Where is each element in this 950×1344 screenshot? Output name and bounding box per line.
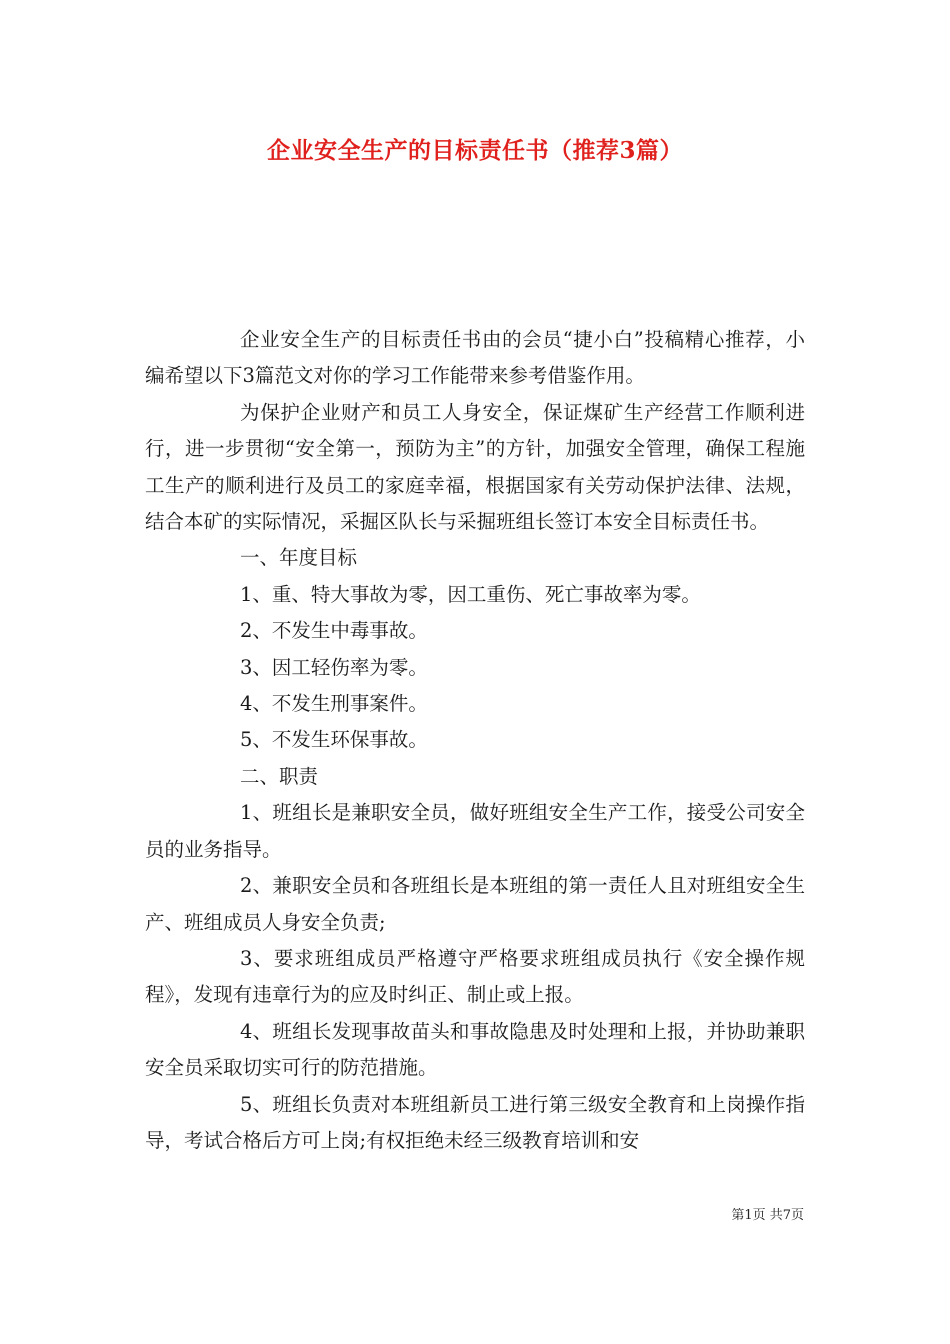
duty-item-3: 3、要求班组成员严格遵守严格要求班组成员执行《安全操作规程》，发现有违章行为的应及时纠正、制止或上报。	[145, 946, 805, 1007]
goal-item-1: 1、重、特大事故为零，因工重伤、死亡事故率为零。	[240, 582, 701, 606]
page-number: 第1页 共7页	[731, 1208, 804, 1223]
duty-item-5: 5、班组长负责对本班组新员工进行第三级安全教育和上岗操作指导，考试合格后方可上岗;有权拒绝未经三级教育培训和安	[145, 1092, 805, 1152]
document-body	[145, 322, 805, 1159]
document-title: 企业安全生产的目标责任书（推荐3篇）	[266, 137, 683, 164]
goal-item-3: 3、因工轻伤率为零。	[240, 655, 428, 679]
section-heading-annual-goals: 一、年度目标	[240, 546, 358, 570]
section-heading-duties: 二、职责	[240, 764, 319, 788]
goal-item-4: 4、不发生刑事案件。	[240, 692, 428, 716]
duty-item-1: 1、班组长是兼职安全员，做好班组安全生产工作，接受公司安全员的业务指导。	[145, 801, 805, 861]
goal-item-2: 2、不发生中毒事故。	[240, 619, 428, 643]
duty-item-4: 4、班组长发现事故苗头和事故隐患及时处理和上报，并协助兼职安全员采取切实可行的防范措施。	[145, 1019, 805, 1080]
preamble-paragraph: 为保护企业财产和员工人身安全，保证煤矿生产经营工作顺利进行，进一步贯彻“安全第一，预防为主”的方针，加强安全管理，确保工程施工生产的顺利进行及员工的家庭幸福，根据国家有关劳动保护法律、法规，结合本矿的实际情况，采掘区队长与采掘班组长签订本安全目标责任书。	[145, 400, 805, 534]
goal-item-5: 5、不发生环保事故。	[240, 728, 428, 752]
duty-item-2: 2、兼职安全员和各班组长是本班组的第一责任人且对班组安全生产、班组成员人身安全负责;	[145, 874, 805, 934]
intro-paragraph: 企业安全生产的目标责任书由的会员“捷小白”投稿精心推荐，小编希望以下3篇范文对你的学习工作能带来参考借鉴作用。	[145, 328, 805, 388]
